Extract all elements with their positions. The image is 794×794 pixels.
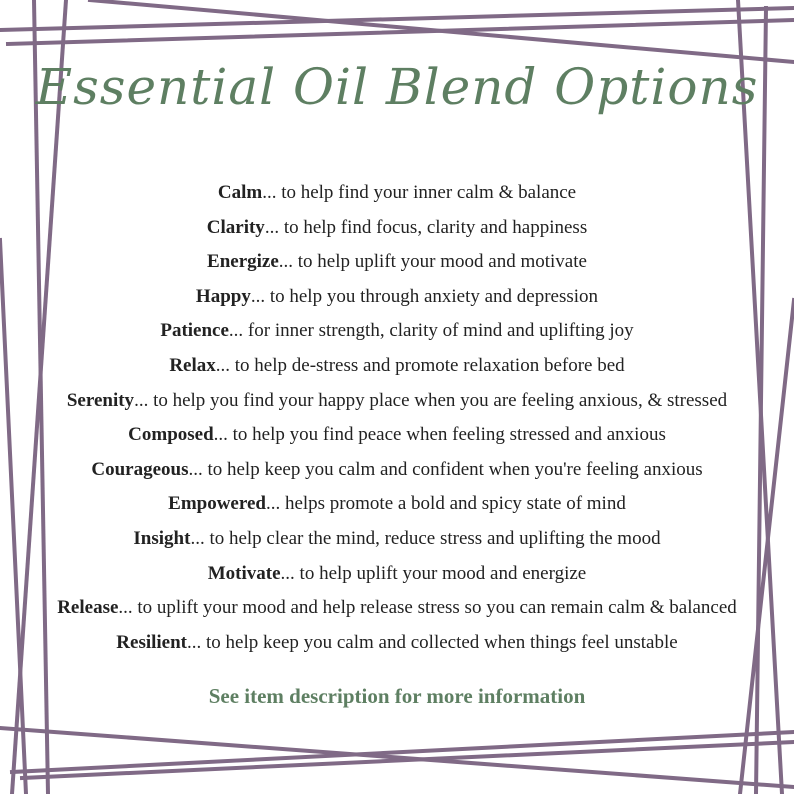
blend-name: Motivate bbox=[207, 562, 281, 584]
blend-item bbox=[0, 280, 794, 315]
blend-item bbox=[0, 349, 794, 384]
blend-item bbox=[0, 522, 794, 557]
blend-item bbox=[0, 557, 794, 592]
blend-item bbox=[0, 453, 794, 488]
blend-item bbox=[0, 211, 794, 246]
blend-name: Relax bbox=[169, 354, 216, 376]
blend-description: ... to help clear the mind, reduce stress and uplifting the mood bbox=[190, 527, 661, 549]
blend-description: ... for inner strength, clarity of mind and uplifting joy bbox=[228, 320, 634, 342]
blend-item bbox=[0, 176, 794, 211]
blend-description: ... to help you find peace when feeling stressed and anxious bbox=[213, 424, 666, 446]
page-title: Essential Oil Blend Options bbox=[35, 58, 759, 116]
blend-name: Resilient bbox=[116, 631, 188, 653]
blend-item bbox=[0, 314, 794, 349]
blend-item bbox=[0, 384, 794, 419]
more-info-note: See item description for more information bbox=[208, 684, 586, 708]
blend-description: ... to help you through anxiety and depression bbox=[250, 285, 599, 307]
frame-line-top-2 bbox=[8, 20, 794, 44]
blend-description: ... to help keep you calm and collected when things feel unstable bbox=[187, 631, 678, 653]
blend-name: Patience bbox=[160, 320, 229, 342]
blend-description: ... to help you find your happy place when you are feeling anxious, & stressed bbox=[134, 389, 728, 411]
blend-description: ... to help uplift your mood and motivate bbox=[278, 251, 587, 273]
blend-item bbox=[0, 418, 794, 453]
blend-description: ... to help find focus, clarity and happiness bbox=[264, 216, 588, 238]
blend-name: Empowered bbox=[168, 493, 266, 515]
blend-name: Calm bbox=[217, 182, 263, 203]
blend-item bbox=[0, 626, 794, 661]
blend-description: ... to uplift your mood and help release stress so you can remain calm & balanced bbox=[118, 597, 737, 619]
blend-name: Serenity bbox=[66, 389, 135, 411]
blend-description: ... helps promote a bold and spicy state of mind bbox=[265, 493, 626, 515]
blend-description: ... to help uplift your mood and energize bbox=[280, 562, 587, 584]
blend-name: Clarity bbox=[206, 216, 265, 238]
blend-name: Energize bbox=[207, 251, 279, 273]
blend-name: Release bbox=[57, 597, 119, 619]
blend-name: Courageous bbox=[91, 458, 189, 480]
blend-list bbox=[0, 176, 794, 660]
blend-description: ... to help de-stress and promote relaxation before bed bbox=[215, 354, 625, 376]
blend-name: Insight bbox=[133, 527, 191, 549]
blend-item bbox=[0, 591, 794, 626]
blend-description: ... to help keep you calm and confident when you're feeling anxious bbox=[188, 458, 703, 480]
blend-name: Composed bbox=[128, 424, 214, 446]
blend-description: ... to help find your inner calm & balance bbox=[262, 182, 577, 203]
blend-item bbox=[0, 245, 794, 280]
blend-item bbox=[0, 487, 794, 522]
blend-name: Happy bbox=[195, 285, 251, 307]
frame-line-bottom-2 bbox=[22, 742, 794, 778]
